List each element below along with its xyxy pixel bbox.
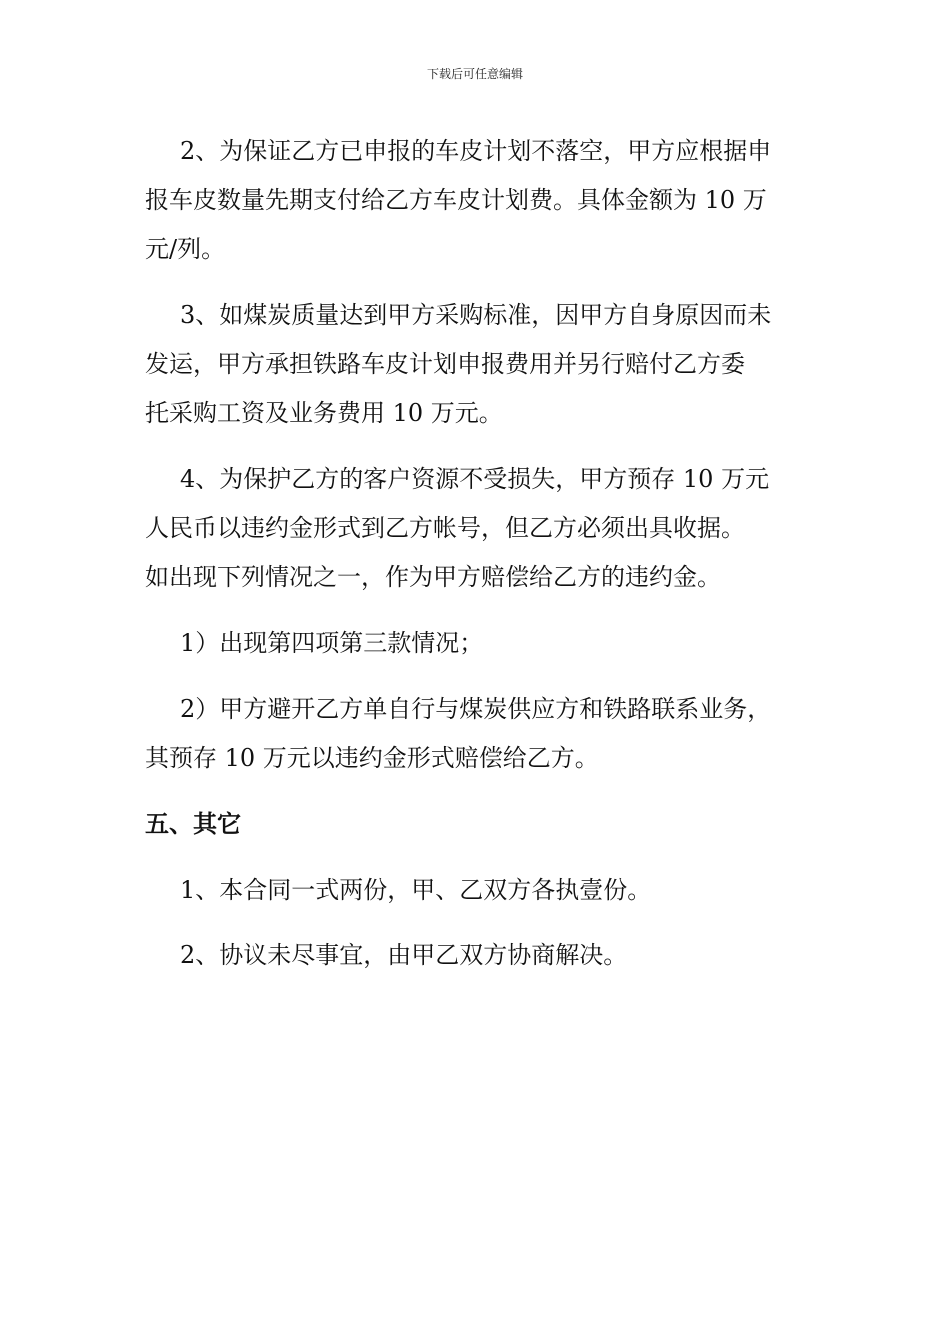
paragraph-2-line-2: 报车皮数量先期支付给乙方车皮计划费。具体金额为 10 万 bbox=[145, 186, 767, 214]
paragraph-3-line-3: 托采购工资及业务费用 10 万元。 bbox=[145, 399, 503, 427]
paragraph-4-line-1: 4、为保护乙方的客户资源不受损失，甲方预存 10 万元 bbox=[180, 465, 770, 493]
paragraph-3-line-1: 3、如煤炭质量达到甲方采购标准，因甲方自身原因而未 bbox=[180, 301, 772, 329]
sub-item-2-line-2: 其预存 10 万元以违约金形式赔偿给乙方。 bbox=[145, 744, 599, 772]
page-header: 下载后可任意编辑 bbox=[426, 67, 523, 81]
section-5-item-1: 1、本合同一式两份，甲、乙双方各执壹份。 bbox=[180, 876, 652, 904]
paragraph-2-line-1: 2、为保证乙方已申报的车皮计划不落空，甲方应根据申 bbox=[180, 137, 772, 165]
sub-item-2-line-1: 2）甲方避开乙方单自行与煤炭供应方和铁路联系业务， bbox=[180, 695, 772, 723]
sub-item-1: 1）出现第四项第三款情况； bbox=[180, 629, 484, 657]
section-5-item-2: 2、协议未尽事宜，由甲乙双方协商解决。 bbox=[180, 941, 628, 969]
paragraph-2-line-3: 元/列。 bbox=[145, 235, 226, 263]
paragraph-3-line-2: 发运，甲方承担铁路车皮计划申报费用并另行赔付乙方委 bbox=[145, 350, 745, 378]
section-5-title: 五、其它 bbox=[145, 809, 241, 838]
paragraph-4-line-3: 如出现下列情况之一，作为甲方赔偿给乙方的违约金。 bbox=[145, 563, 721, 591]
paragraph-4-line-2: 人民币以违约金形式到乙方帐号，但乙方必须出具收据。 bbox=[145, 514, 745, 542]
